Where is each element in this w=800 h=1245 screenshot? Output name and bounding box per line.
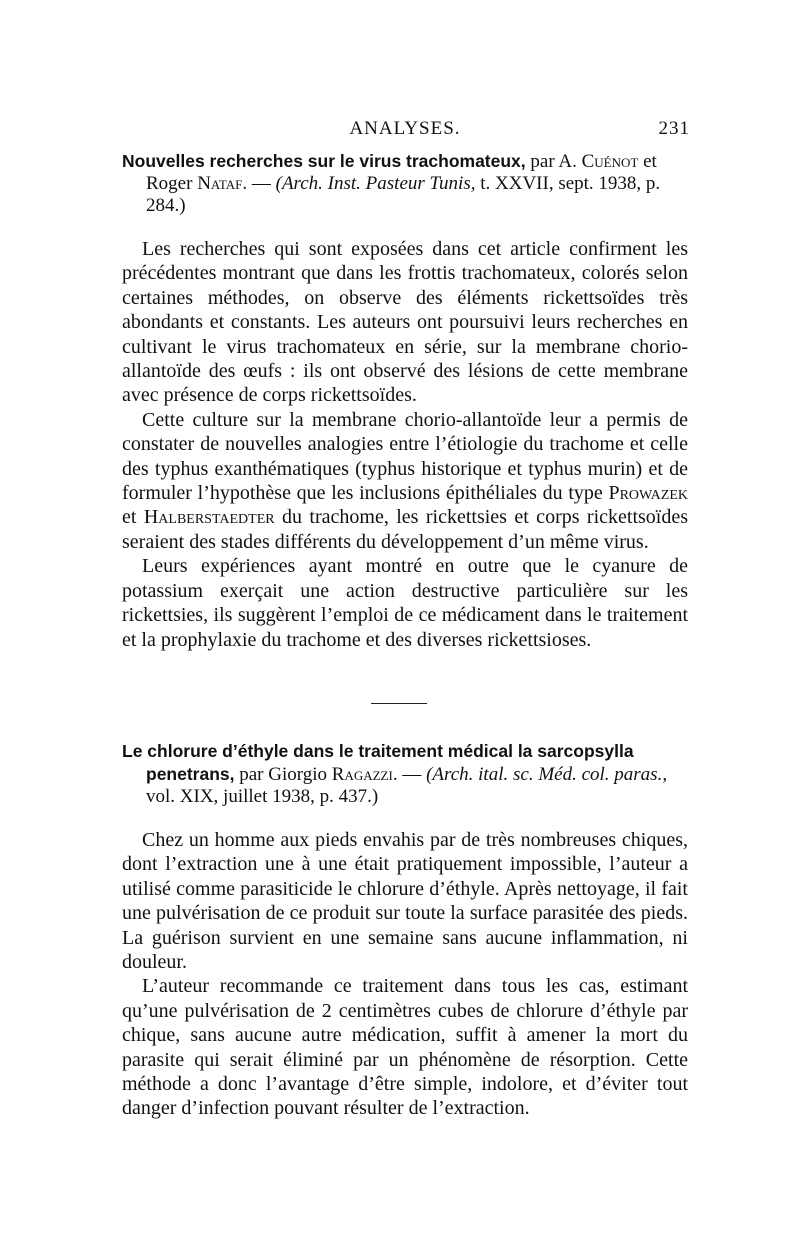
- author-name: Nataf.: [197, 173, 248, 194]
- running-head: [120, 118, 690, 142]
- author-name: Prowazek: [608, 482, 689, 505]
- author-initial: A.: [558, 151, 577, 172]
- source-journal: (Arch. Inst. Pasteur Tunis,: [275, 173, 476, 194]
- article-heading: [122, 740, 688, 808]
- paragraph-text: du trachome, les rickettsies et corps rickettsoïdes seraient des stades différents du développement d’un même virus.: [122, 506, 688, 553]
- byline-par: par Giorgio: [239, 764, 328, 785]
- article-heading: [122, 150, 688, 217]
- article-trachoma: [122, 150, 688, 652]
- heading-dash: —: [402, 764, 422, 785]
- paragraph: [122, 408, 688, 554]
- source-reference: vol. XIX, juillet 1938, p. 437.): [146, 786, 379, 807]
- source-journal: (Arch. ital. sc. Méd. col. paras.,: [426, 764, 668, 785]
- author-name: Cuénot: [581, 151, 639, 172]
- article-sarcopsylla: [122, 740, 688, 1121]
- page-number: 231: [658, 118, 690, 139]
- heading-dash: —: [251, 173, 271, 194]
- running-head-title: ANALYSES.: [349, 118, 461, 139]
- source-reference: t. XXVII, sept. 1938, p. 284.): [146, 173, 661, 216]
- article-body: [122, 237, 688, 652]
- author-name: Ragazzi.: [331, 764, 398, 785]
- paragraph: Les recherches qui sont exposées dans cet article confirment les précédentes montrant que dans les frottis trachomateux, colorés selon certaines méthodes, on observe des éléments rickettsoïdes très abondants et constants. Les auteurs ont poursuivi leurs recherches en cultivant le virus trachomateux en série, sur la membrane chorio-allantoïde des œufs : ils ont observé des lésions de cette membrane avec présence de corps rickettsoïdes.: [122, 238, 688, 407]
- byline-par: par: [530, 151, 555, 172]
- paragraph: Chez un homme aux pieds envahis par de très nombreuses chiques, dont l’extraction une à une était pratiquement impossible, l’auteur a utilisé comme parasiticide le chlorure d’éthyle. Après nettoyage, il fait une pulvérisation de ce produit sur toute la surface parasitée des pieds. La guérison survient en une semaine sans aucune inflammation, ni douleur.: [122, 829, 688, 974]
- article-body: [122, 828, 688, 1121]
- paragraph-text: Cette culture sur la membrane chorio-allantoïde leur a permis de constater de nouvelles analogies entre l’étiologie du trachome et celle des typhus exanthématiques (typhus historique et typhus murin) et de formuler l’hypothèse que les inclusions épithéliales du type: [122, 408, 688, 505]
- author-name: Halberstaedter: [143, 506, 275, 529]
- paragraph-text: et: [122, 506, 137, 529]
- byline-conjunction: et Roger: [146, 151, 657, 194]
- paragraph: L’auteur recommande ce traitement dans tous les cas, estimant qu’une pulvérisation de 2 centimètres cubes de chlorure d’éthyle par chique, sans aucune autre médication, suffit à amener la mort du parasite qui serait éliminé par un phénomène de résorption. Cette méthode a donc l’avantage d’être simple, indolore, et d’éviter tout danger d’infection pouvant résulter de l’extraction.: [122, 975, 688, 1120]
- paragraph: Leurs expériences ayant montré en outre que le cyanure de potassium exerçait une action destructive particulière sur les rickettsies, ils suggèrent l’emploi de ce médicament dans le traitement et la prophylaxie du trachome et des diverses rickettsioses.: [122, 555, 688, 651]
- section-separator: [371, 703, 427, 704]
- article-title: Nouvelles recherches sur le virus trachomateux,: [122, 151, 526, 171]
- article-title: Le chlorure d’éthyle dans le traitement médical la sarcopsylla penetrans,: [122, 741, 634, 784]
